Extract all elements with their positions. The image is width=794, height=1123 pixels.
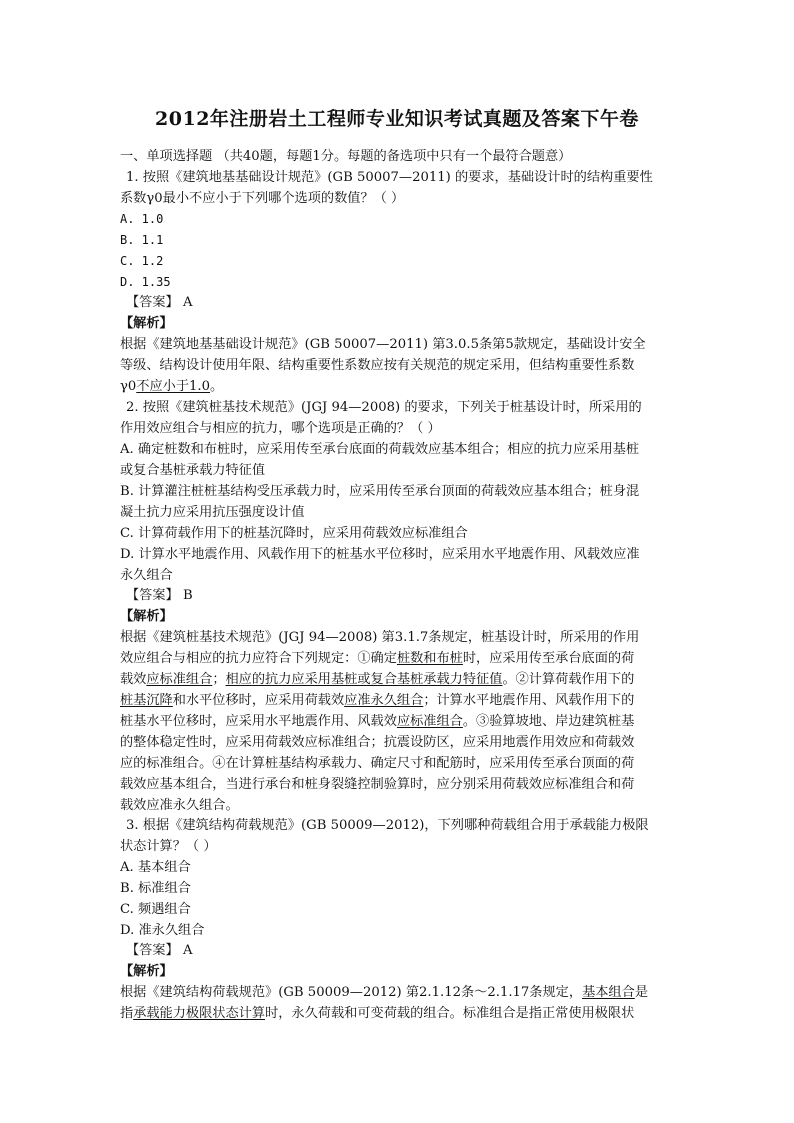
underlined-text: 应标准组合: [396, 714, 463, 729]
underlined-text: 应准永久组合: [344, 693, 424, 708]
q2-analysis-label: 【解析】: [120, 609, 173, 624]
q2-option-b-line-2: 凝土抗力应采用抗压强度设计值: [120, 505, 305, 520]
underlined-text: 应标准组合: [146, 672, 213, 687]
underlined-text: 承载能力极限状态计算: [133, 1006, 266, 1021]
q2-option-a-line-2: 或复合基桩承载力特征值: [120, 463, 266, 478]
text-run: 。③验算坡地、岸边建筑桩基: [462, 714, 635, 729]
q1-option-a: A. 1.0: [120, 212, 164, 226]
q2-stem-line-1: 2. 按照《建筑桩基技术规范》(JGJ 94—2008) 的要求，下列关于桩基设计时，所采用的: [126, 400, 642, 415]
page-title: 2012年注册岩土工程师专业知识考试真题及答案下午卷: [155, 108, 639, 130]
underlined-text: 基本组合: [582, 985, 635, 1000]
q1-option-b: B. 1.1: [120, 233, 164, 247]
q2-analysis-line-9: 载效应准永久组合。: [120, 798, 239, 813]
q3-analysis-line-2: [120, 1003, 690, 1024]
q3-analysis-line-1: [120, 982, 690, 1003]
q2-analysis-line-1: 根据《建筑桩基技术规范》(JGJ 94—2008) 第3.1.7条规定，桩基设计时，所采用的作用: [120, 630, 640, 645]
q3-option-b: B. 标准组合: [120, 881, 191, 896]
q2-analysis-line-4: [120, 690, 690, 711]
q2-option-d-line-2: 永久组合: [120, 568, 173, 583]
q1-analysis-line-1: 根据《建筑地基基础设计规范》(GB 50007—2011) 第3.0.5条第5款规定，基础设计安全: [120, 337, 646, 352]
text-run: 桩基水平位移时，应采用水平地震作用、风载效: [120, 714, 397, 729]
q1-answer: 【答案】 A: [126, 295, 193, 310]
underlined-text: 桩基沉降: [120, 693, 173, 708]
q1-option-d: D. 1.35: [120, 275, 171, 289]
q2-analysis-line-2: [120, 648, 690, 669]
q2-analysis-line-7: 应的标准组合。④在计算桩基结构承载力、确定尺寸和配筋时，应采用传至承台顶面的荷: [120, 756, 635, 771]
text-run: 。②计算荷载作用下的: [502, 672, 635, 687]
q3-option-a: A. 基本组合: [120, 860, 191, 875]
text-run: 是: [634, 985, 648, 1000]
q1-stem-line-1: 1. 按照《建筑地基基础设计规范》(GB 50007—2011) 的要求，基础设计时的结构重要性: [126, 170, 653, 185]
q2-analysis-line-6: 的整体稳定性时，应采用荷载效应标准组合；抗震设防区，应采用地震作用效应和荷载效: [120, 735, 635, 750]
q2-option-d-line-1: D. 计算水平地震作用、风载作用下的桩基水平位移时，应采用水平地震作用、风载效应准: [120, 547, 640, 562]
q1-option-c: C. 1.2: [120, 254, 164, 268]
underlined-text: 相应的抗力应采用基桩或复合基桩承载力特征值: [225, 672, 503, 687]
q3-analysis-label: 【解析】: [120, 964, 173, 979]
q3-stem-line-2: 状态计算？（ ）: [120, 839, 217, 854]
underlined-text: 不应小于1.0: [136, 379, 211, 394]
q2-option-c: C. 计算荷载作用下的桩基沉降时，应采用荷载效应标准组合: [120, 526, 468, 541]
text-run: 时，永久荷载和可变荷载的组合。标准组合是指正常使用极限状: [265, 1006, 635, 1021]
text-run: 。: [210, 379, 224, 394]
q1-analysis-label: 【解析】: [120, 316, 173, 331]
q2-stem-line-2: 作用效应组合与相应的抗力，哪个选项是正确的？（ ）: [120, 421, 441, 436]
text-run: ；计算水平地震作用、风载作用下的: [423, 693, 635, 708]
q3-answer: 【答案】 A: [126, 943, 193, 958]
q2-analysis-line-8: 载效应基本组合，当进行承台和桩身裂缝控制验算时，应分别采用荷载效应标准组合和荷: [120, 777, 635, 792]
q2-analysis-line-3: [120, 669, 690, 690]
text-run: 效应组合与相应的抗力应符合下列规定：①确定: [120, 651, 397, 666]
q3-option-d: D. 准永久组合: [120, 923, 205, 938]
underlined-text: 桩数和布桩: [396, 651, 463, 666]
q1-analysis-line-2: 等级、结构设计使用年限、结构重要性系数应按有关规范的规定采用，但结构重要性系数: [120, 358, 635, 373]
text-run: ；: [212, 672, 226, 687]
q2-answer: 【答案】 B: [126, 588, 193, 603]
text-run: 载效: [120, 672, 147, 687]
q2-option-a-line-1: A. 确定桩数和布桩时，应采用传至承台底面的荷载效应基本组合；相应的抗力应采用基桩: [120, 442, 640, 457]
text-run: 根据《建筑结构荷载规范》(GB 50009—2012) 第2.1.12条～2.1.17条规定，: [120, 985, 583, 1000]
section-heading: 一、单项选择题 （共40题，每题1分。每题的备选项中只有一个最符合题意）: [120, 149, 572, 164]
text-run: 和水平位移时，应采用荷载效: [172, 693, 345, 708]
q2-option-b-line-1: B. 计算灌注桩桩基结构受压承载力时，应采用传至承台顶面的荷载效应基本组合；桩身混: [120, 484, 640, 499]
q2-analysis-line-5: [120, 711, 690, 732]
q3-stem-line-1: 3. 根据《建筑结构荷载规范》(GB 50009—2012)，下列哪种荷载组合用于承载能力极限: [126, 818, 649, 833]
q3-option-c: C. 频遇组合: [120, 902, 191, 917]
q1-analysis-line-3: [120, 376, 690, 397]
q1-stem-line-2: 系数γ0最小不应小于下列哪个选项的数值？（ ）: [120, 191, 405, 206]
text-run: γ0: [120, 379, 137, 394]
text-run: 时，应采用传至承台底面的荷: [462, 651, 635, 666]
text-run: 指: [120, 1006, 134, 1021]
